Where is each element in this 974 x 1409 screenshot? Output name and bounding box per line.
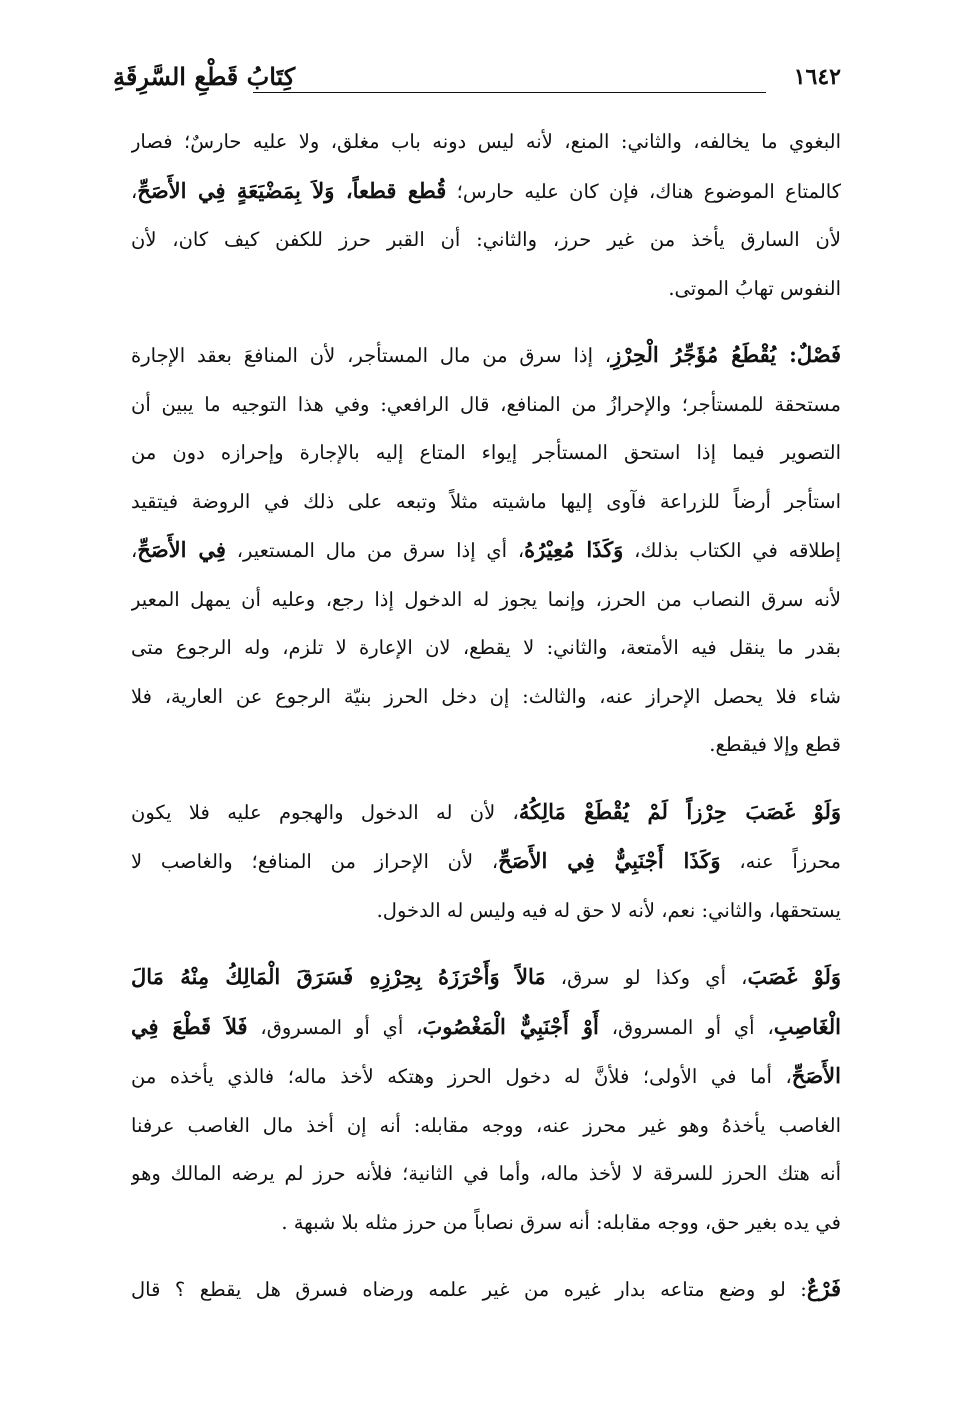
commentary-text: ، أي أو المسروق، <box>598 1015 774 1039</box>
text-line <box>131 576 841 625</box>
matn-text: وَكَذَا مُعِيْرُهُ <box>524 537 624 562</box>
text-line <box>131 526 841 576</box>
paragraph <box>131 331 841 770</box>
text-line <box>131 1150 841 1199</box>
commentary-text: ، <box>131 179 138 203</box>
text-line <box>131 381 841 430</box>
matn-text: الأَصَحِّ <box>791 1063 841 1088</box>
commentary-text: الغاصب يأخذهُ وهو غير محرز عنه، ووجه مقابله: أنه إن أخذ مال الغاصب عرفنا <box>131 1113 841 1137</box>
matn-text: وَكَذَا أَجْنَبِيٌّ فِي الأَصَحِّ <box>498 848 721 873</box>
commentary-text: شاء فلا يحصل الإحراز عنه، والثالث: إن دخل الحرز بنيّة الرجوع عن العارية، فلا <box>131 684 841 708</box>
paragraph <box>131 953 841 1247</box>
commentary-text: ، أي إذا سرق من مال المستعير، <box>225 539 525 562</box>
text-line <box>131 887 841 936</box>
commentary-text: : لو وضع متاعه بدار غيره من غير علمه ورضاه فسرق هل يقطع ؟ قال <box>131 1278 807 1301</box>
text-line <box>131 429 841 478</box>
commentary-text: لأنه سرق النصاب من الحرز، وإنما يجوز له الدخول إذا رجع، وعليه أن يمهل المعير <box>131 587 841 611</box>
matn-text: فَرْعٌ <box>806 1276 841 1301</box>
commentary-text: إطلاقه في الكتاب بذلك، <box>623 539 841 562</box>
text-line <box>131 331 841 381</box>
running-title: كِتَابُ قَطْعِ السَّرِقَةِ <box>113 62 296 91</box>
text-line <box>131 624 841 673</box>
paragraph <box>131 788 841 936</box>
commentary-text: ، لأن له الدخول والهجوم عليه فلا يكون <box>131 800 519 824</box>
matn-text: وَلَوْ غَصَبَ <box>747 964 841 989</box>
text-line <box>131 1199 841 1248</box>
commentary-text: استأجر أرضاً للزراعة فآوى إليها ماشيته مثلاً وتبعه على ذلك في الروضة فيتقيد <box>131 489 841 513</box>
commentary-text: قطع وإلا فيقطع. <box>709 733 841 756</box>
matn-text: وَلَوْ غَصَبَ حِرْزاً لَمْ يُقْطَعْ مَالِكُهُ <box>518 798 841 824</box>
text-line <box>131 118 841 167</box>
commentary-text: ، أي وكذا لو سرق، <box>545 966 748 989</box>
commentary-text: التصوير فيما إذا استحق المستأجر إيواء المتاع إليه بالإجارة وإحرازه دون من <box>131 441 841 464</box>
text-line <box>131 167 841 217</box>
page-number: ١٦٤٢ <box>793 64 841 90</box>
header-rule <box>253 92 766 93</box>
commentary-text: مستحقة للمستأجر؛ والإحرازُ من المنافع، قال الرافعي: وفي هذا التوجيه ما يبين أن <box>131 392 841 416</box>
commentary-text: في يده بغير حق، ووجه مقابله: أنه سرق نصاباً من حرز مثله بلا شبهة . <box>281 1210 841 1234</box>
commentary-text: كالمتاع الموضوع هناك، فإن كان عليه حارس؛ <box>446 179 841 203</box>
text-line <box>131 673 841 722</box>
commentary-text: أنه هتك الحرز للسرقة لا لأخذ ماله، وأما في الثانية؛ فلأنه حرز لم يرضه المالك وهو <box>131 1162 841 1185</box>
text-line <box>131 721 841 770</box>
commentary-text: ، لأن الإحراز من المنافع؛ والغاصب لا <box>131 850 499 873</box>
commentary-text: البغوي ما يخالفه، والثاني: المنع، لأنه ليس دونه باب مغلق، ولا عليه حارسٌ؛ فصار <box>131 130 841 153</box>
text-line <box>131 478 841 527</box>
commentary-text: ، <box>131 539 138 562</box>
text-line <box>131 1052 841 1102</box>
text-line <box>131 788 841 838</box>
matn-text: فِي الأَصَحِّ <box>137 537 226 562</box>
commentary-text: ، أي أو المسروق، <box>247 1015 423 1039</box>
commentary-text: محرزاً عنه، <box>720 850 841 873</box>
paragraph <box>131 118 841 313</box>
matn-text: فَلاَ قَطْعَ فِي <box>131 1013 248 1039</box>
text-line <box>131 265 841 314</box>
text-line <box>131 953 841 1003</box>
text-line <box>131 1102 841 1151</box>
commentary-text: ، أما في الأولى؛ فلأنَّ له دخول الحرز وهتكه لأخذ ماله؛ فالذي يأخذه من <box>131 1065 792 1088</box>
matn-text: فَصْلٌ: يُقْطَعُ مُؤَجِّرُ الْحِرْزِ <box>611 342 841 367</box>
page-body <box>131 118 841 1333</box>
commentary-text: يستحقها، والثاني: نعم، لأنه لا حق له فيه وليس له الدخول. <box>376 898 841 922</box>
paragraph <box>131 1265 841 1315</box>
text-line <box>131 1265 841 1315</box>
matn-text: قُطع قطعاً، وَلاَ بِمَضْيَعَةٍ فِي الأَصَحِّ <box>137 177 447 203</box>
page-header <box>113 62 841 100</box>
text-line <box>131 1003 841 1053</box>
commentary-text: لأن السارق يأخذ من غير حرز، والثاني: أن القبر حرز للكفن كيف كان، لأن <box>131 228 841 251</box>
matn-text: مَالاً وَأَحْرَزَهُ بِحِرْزِهِ فَسَرَقَ الْمَالِكُ مِنْهُ مَالَ <box>131 964 546 989</box>
commentary-text: النفوس تهابُ الموتى. <box>668 276 841 300</box>
matn-text: أَوْ أَجْنَبِيٌّ الْمَغْصُوبَ <box>422 1013 599 1039</box>
commentary-text: بقدر ما ينقل فيه الأمتعة، والثاني: لا يقطع، لان الإعارة لا تلزم، وله الرجوع متى <box>131 636 841 659</box>
matn-text: الْغَاصِبِ <box>773 1013 841 1039</box>
text-line <box>131 216 841 265</box>
commentary-text: ، إذا سرق من مال المستأجر، لأن المنافعَ بعقد الإجارة <box>131 344 612 367</box>
text-line <box>131 837 841 887</box>
